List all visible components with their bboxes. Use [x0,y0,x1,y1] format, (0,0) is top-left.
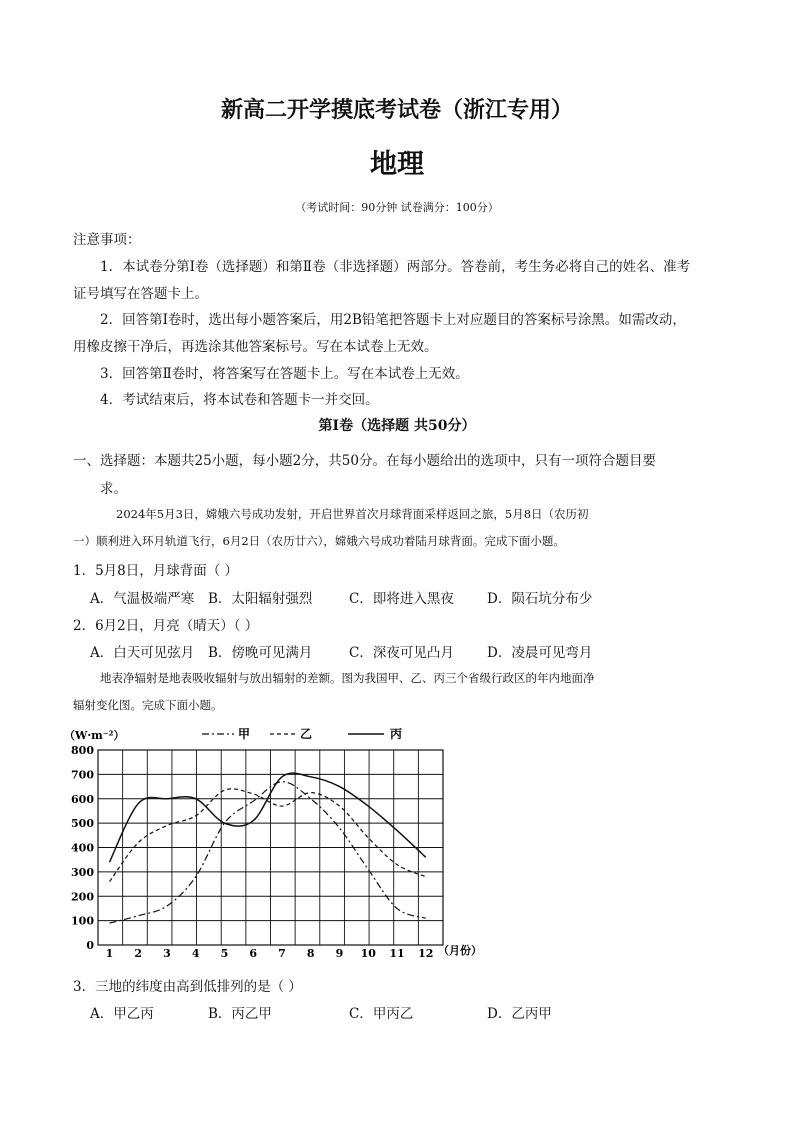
y-tick-label: 0 [86,939,94,952]
y-tick-label: 500 [71,817,94,831]
exam-title: 新高二开学摸底考试卷（浙江专用） [220,98,573,123]
series-bing-line [110,773,426,862]
y-tick-label: 700 [71,768,94,782]
notice-item: 证号填写在答题卡上。 [73,286,208,302]
x-tick-label: 11 [389,947,405,960]
x-tick-label: 3 [163,947,171,960]
exam-meta: （考试时间：90分钟 试卷满分：100分） [295,201,499,214]
series-jia-line [110,782,426,923]
option-b: B．傍晚可见满月 [208,645,313,661]
x-tick-label: 4 [191,947,200,960]
notice-item: 用橡皮擦干净后，再选涂其他答案标号。写在本试卷上无效。 [73,339,438,355]
question-stem: 1．5月8日，月球背面（ ） [73,563,239,579]
y-tick-label: 300 [71,865,94,879]
series-yi-line [110,789,426,882]
subject-title: 地理 [370,149,424,180]
x-tick-label: 10 [360,947,376,960]
passage-text: 辐射变化图。完成下面小题。 [73,698,223,712]
question-stem: 2．6月2日，月亮（晴天）（ ） [73,618,259,634]
option-c: C．即将进入黑夜 [349,591,454,607]
option-d: D．陨石坑分布少 [487,591,593,607]
section-intro: 求。 [100,481,127,497]
x-tick-label: 6 [249,947,258,960]
y-tick-label: 400 [71,841,94,855]
passage-text: 地表净辐射是地表吸收辐射与放出辐射的差额。图为我国甲、乙、丙三个省级行政区的年内地面净 [100,671,595,685]
question-stem: 3．三地的纬度由高到低排列的是（ ） [73,979,302,995]
section-title: 第Ⅰ卷（选择题 共50分） [318,418,476,434]
option-b: B．太阳辐射强烈 [208,591,313,607]
passage-text: 一）顺利进入环月轨道飞行，6月2日（农历廿六），嫦娥六号成功着陆月球背面。完成下面小题。 [73,534,565,548]
x-tick-label: 12 [418,947,434,960]
option-d: D．凌晨可见弯月 [487,645,593,661]
option-c: C．甲丙乙 [349,1006,414,1022]
y-axis-label: （W·m⁻²） [64,729,125,742]
y-tick-label: 600 [71,792,94,806]
x-tick-label: 7 [278,947,286,960]
notice-item: 1．本试卷分第Ⅰ卷（选择题）和第Ⅱ卷（非选择题）两部分。答卷前，考生务必将自己的姓名、准考 [100,259,691,275]
notice-item: 3．回答第Ⅱ卷时，将答案写在答题卡上。写在本试卷上无效。 [100,366,469,382]
option-c: C．深夜可见凸月 [349,645,454,661]
x-tick-label: 5 [220,947,229,960]
x-tick-label: 9 [335,947,344,960]
x-tick-label: 1 [105,947,114,960]
notice-heading: 注意事项： [73,232,141,248]
x-axis-label: （月份） [438,944,482,957]
notice-item: 2．回答第Ⅰ卷时，选出每小题答案后，用2B铅笔把答题卡上对应题目的答案标号涂黑。如需改动， [100,312,686,328]
option-d: D．乙丙甲 [487,1006,552,1022]
x-tick-label: 8 [306,947,315,960]
option-a: A．甲乙丙 [90,1006,154,1022]
option-a: A．气温极端严寒 [90,591,195,607]
chart-legend [202,726,402,741]
y-tick-label: 100 [71,914,94,928]
y-tick-label: 200 [71,890,94,904]
option-b: B．丙乙甲 [208,1006,272,1022]
y-tick-label: 800 [71,744,94,757]
section-intro: 一、选择题：本题共25小题，每小题2分，共50分。在每小题给出的选项中，只有一项符合题目要 [73,453,656,469]
x-tick-label: 2 [134,947,143,960]
legend-label-yi: 乙 [300,727,313,741]
passage-text: 2024年5月3日，嫦娥六号成功发射，开启世界首次月球背面采样返回之旅，5月8日（农历初 [116,507,589,521]
legend-label-jia: 甲 [238,727,251,741]
option-a: A．白天可见弦月 [90,645,195,661]
net-radiation-chart [58,722,508,962]
notice-item: 4．考试结束后，将本试卷和答题卡一并交回。 [100,392,379,408]
legend-label-bing: 丙 [390,727,403,741]
